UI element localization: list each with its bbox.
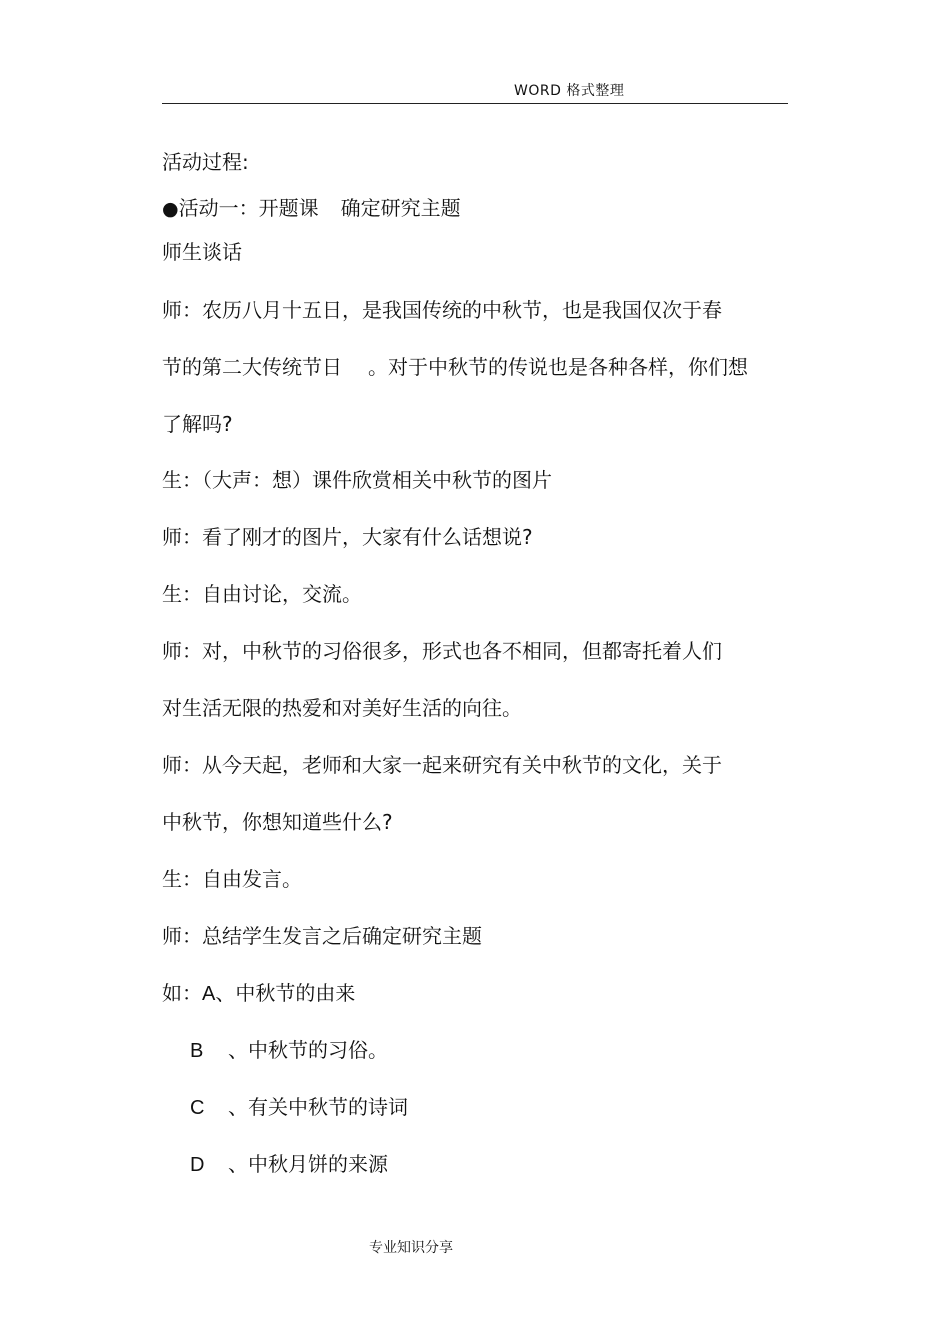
activity-topic: 确定研究主题: [340, 196, 461, 220]
paragraph-line: 对生活无限的热爱和对美好生活的向往。: [162, 696, 522, 720]
list-intro: 如：: [162, 981, 202, 1005]
paragraph-line: 师：对，中秋节的习俗很多，形式也各不相同，但都寄托着人们: [162, 639, 722, 663]
list-item-text: 、有关中秋节的诗词: [228, 1095, 408, 1119]
list-item: [190, 1037, 388, 1064]
list-item-text: 、中秋节的由来: [215, 981, 356, 1005]
list-item: [190, 1094, 408, 1121]
list-item-text: 、中秋月饼的来源: [228, 1152, 388, 1176]
paragraph-line: [162, 354, 748, 380]
activity-heading: [162, 195, 461, 222]
list-item: [162, 980, 355, 1007]
activity-name: 活动一：开题课: [178, 196, 319, 220]
paragraph-line: 师：从今天起，老师和大家一起来研究有关中秋节的文化，关于: [162, 753, 722, 777]
header-divider: [162, 103, 788, 104]
dialogue-line: 生：（大声：想）课件欣赏相关中秋节的图片: [162, 468, 552, 492]
page-header-title: WORD 格式整理: [514, 83, 625, 99]
bullet-icon: ●: [162, 198, 179, 220]
paragraph-segment: 节的第二大传统节日: [162, 355, 342, 379]
list-item-text: 、中秋节的习俗。: [228, 1038, 388, 1062]
list-item-letter: B: [190, 1040, 204, 1062]
dialogue-line: 生：自由讨论，交流。: [162, 582, 362, 606]
dialogue-line: 生：自由发言。: [162, 867, 302, 891]
list-item-letter: D: [190, 1154, 205, 1176]
paragraph-segment: 。对于中秋节的传说也是各种各样，你们想: [368, 355, 748, 379]
paragraph-line: 了解吗?: [162, 412, 233, 436]
dialogue-line: 师：总结学生发言之后确定研究主题: [162, 924, 482, 948]
section-title: 活动过程:: [162, 150, 249, 174]
page-footer: 专业知识分享: [369, 1240, 453, 1256]
paragraph-line: 师：农历八月十五日，是我国传统的中秋节，也是我国仅次于春: [162, 298, 722, 322]
list-item-letter: C: [190, 1097, 205, 1119]
subheading: 师生谈话: [162, 240, 242, 264]
list-item: [190, 1151, 388, 1178]
list-item-letter: A: [202, 983, 216, 1005]
dialogue-line: 师：看了刚才的图片，大家有什么话想说?: [162, 525, 533, 549]
paragraph-line: 中秋节，你想知道些什么?: [162, 810, 393, 834]
